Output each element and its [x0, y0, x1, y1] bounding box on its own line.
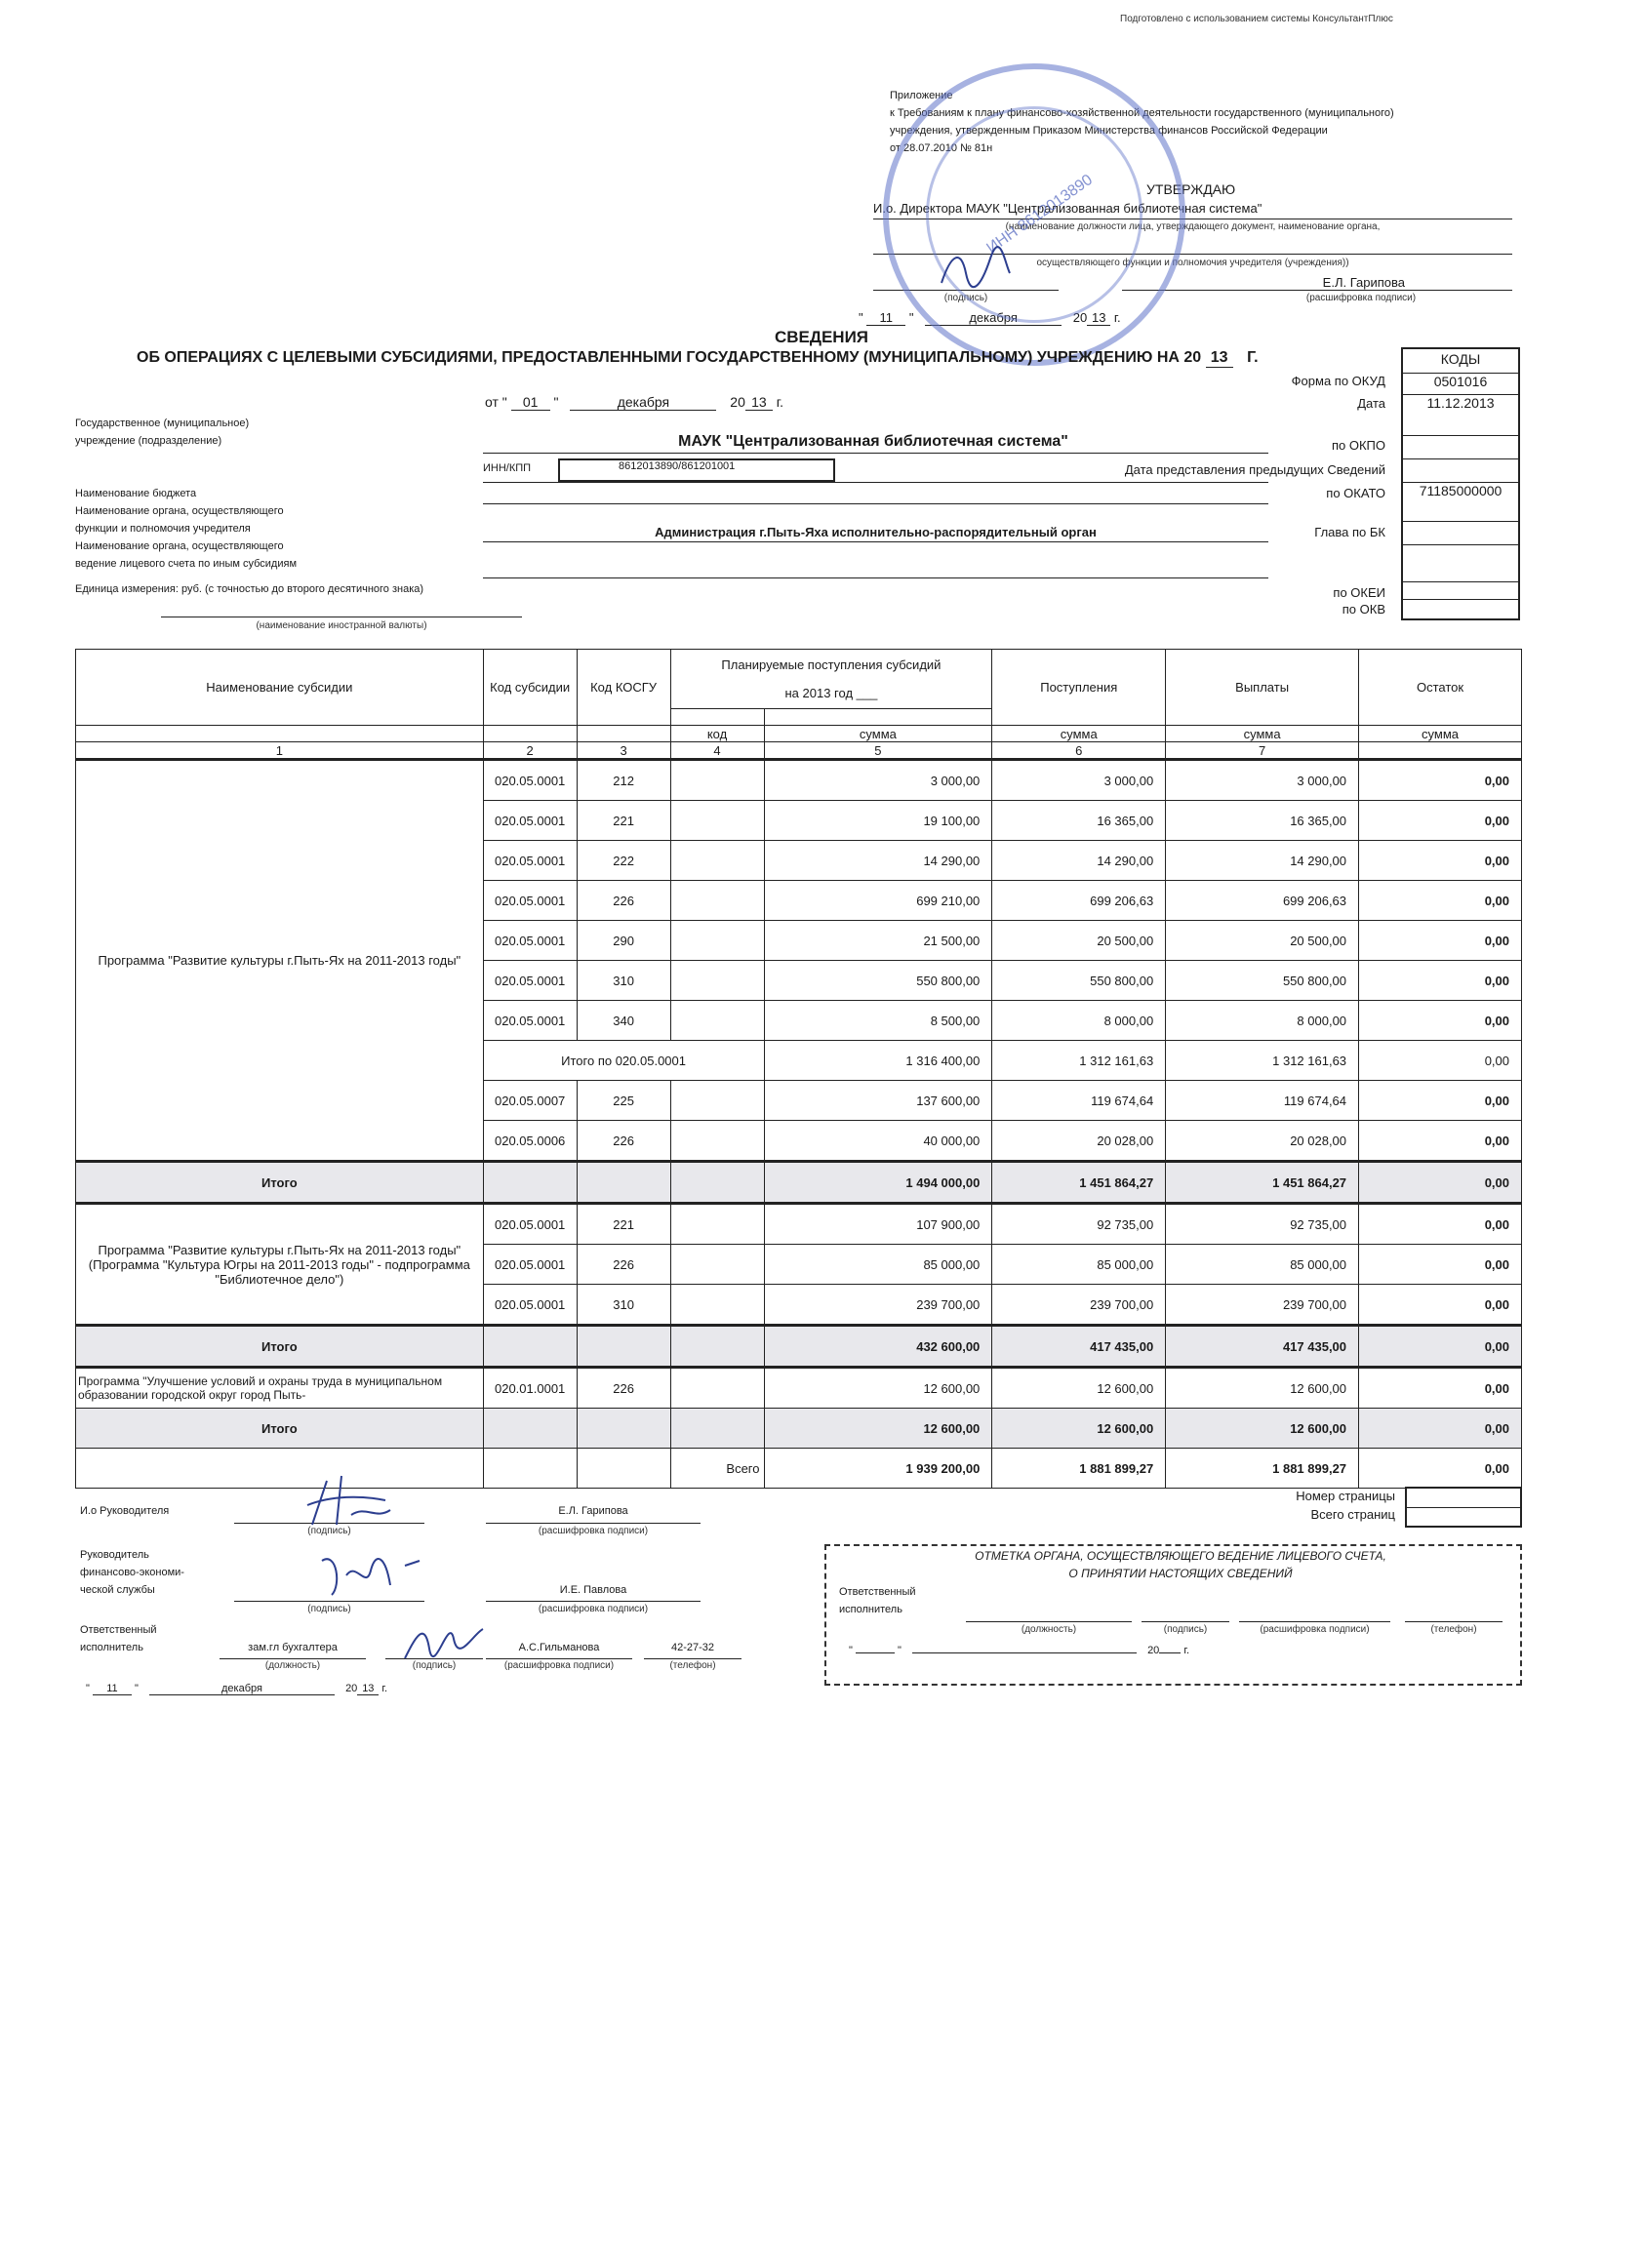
th-remainder: Остаток — [1359, 650, 1522, 726]
col-num-4: 4 — [670, 742, 764, 760]
prev-date-code — [1403, 458, 1518, 481]
inst-label-1: Государственное (муниципальное) — [75, 418, 250, 429]
inn-label: ИНН/КПП — [483, 462, 532, 474]
founder-name: Администрация г.Пыть-Яха исполнительно-распорядительный орган — [655, 525, 1097, 539]
account-label-1: Наименование органа, осуществляющего — [75, 540, 284, 552]
mark-date: " " 20 г. — [849, 1645, 1190, 1656]
inn-value: 8612013890/861201001 — [619, 460, 736, 472]
mark-exec-label-2: исполнитель — [839, 1604, 902, 1615]
total-row: Итого 12 600,00 12 600,00 12 600,00 0,00 — [76, 1409, 1522, 1449]
col-num-3: 3 — [577, 742, 670, 760]
budget-label: Наименование бюджета — [75, 488, 197, 499]
exec-sign-hint: (подпись) — [412, 1660, 457, 1671]
col-num-8 — [1359, 742, 1522, 760]
approver-position: И.о. Директора МАУК "Централизованная библиотечная система" — [873, 201, 1262, 216]
okei-label: по ОКЕИ — [1333, 585, 1385, 600]
date-code: 11.12.2013 — [1403, 394, 1518, 417]
exec-label-2: исполнитель — [80, 1642, 143, 1653]
table-row: 020.05.0006 226 40 000,00 20 028,00 20 028,00 0,00 — [76, 1121, 1522, 1162]
mark-hint-sign: (подпись) — [1163, 1624, 1208, 1635]
head-name: Е.Л. Гарипова — [558, 1505, 628, 1517]
fin-signature — [312, 1546, 429, 1605]
group2-name: Программа "Развитие культуры г.Пыть-Ях на 2011-2013 годы" (Программа "Культура Югры на 2011-2013 годы" - подпрограмма "Библиотечное дело") — [76, 1204, 484, 1326]
table-row: 020.05.0001 340 8 500,00 8 000,00 8 000,00 0,00 — [76, 1001, 1522, 1041]
table-row: 020.05.0001 226 85 000,00 85 000,00 85 000,00 0,00 — [76, 1245, 1522, 1285]
doc-subtitle: ОБ ОПЕРАЦИЯХ С ЦЕЛЕВЫМИ СУБСИДИЯМИ, ПРЕДОСТАВЛЕННЫМИ ГОСУДАРСТВЕННОМУ (МУНИЦИПАЛЬНОМУ) УЧРЕЖДЕНИЮ НА 20 13 Г. — [137, 349, 1259, 366]
total-row: Итого 432 600,00 417 435,00 417 435,00 0,00 — [76, 1326, 1522, 1368]
th-sub-sum-payments: сумма — [1166, 726, 1359, 742]
table-row: 020.05.0007 225 137 600,00 119 674,64 119 674,64 0,00 — [76, 1081, 1522, 1121]
okato-label: по ОКАТО — [1326, 486, 1385, 500]
mark-title-1: ОТМЕТКА ОРГАНА, ОСУЩЕСТВЛЯЮЩЕГО ВЕДЕНИЕ ЛИЦЕВОГО СЧЕТА, — [975, 1549, 1386, 1563]
subtotal-row: Итого по 020.05.0001 1 316 400,00 1 312 161,63 1 312 161,63 0,00 — [76, 1041, 1522, 1081]
group1-name: Программа "Развитие культуры г.Пыть-Ях на 2011-2013 годы" — [76, 760, 484, 1162]
inn-box — [558, 458, 835, 482]
th-code-kosgu: Код КОСГУ — [577, 650, 670, 726]
inst-label-2: учреждение (подразделение) — [75, 435, 222, 447]
exec-decode-hint: (расшифровка подписи) — [503, 1660, 615, 1671]
date-label: Дата — [1357, 396, 1385, 411]
position-hint-2: осуществляющего функции и полномочия учредителя (учреждения)) — [1036, 258, 1349, 268]
empty-code — [1403, 544, 1518, 582]
currency-hint: (наименование иностранной валюты) — [256, 620, 427, 631]
okv-label: по ОКВ — [1342, 602, 1385, 617]
account-label-2: ведение лицевого счета по иным субсидиям — [75, 558, 298, 570]
table-row: 020.05.0001 221 19 100,00 16 365,00 16 365,00 0,00 — [76, 801, 1522, 841]
glava-code — [1403, 521, 1518, 543]
table-row: 020.05.0001 226 699 210,00 699 206,63 699 206,63 0,00 — [76, 881, 1522, 921]
founder-label-1: Наименование органа, осуществляющего — [75, 505, 284, 517]
footer-date: " 11 " декабря 20 13 г. — [86, 1683, 388, 1694]
subsidy-table — [75, 649, 1522, 1489]
col-num-6: 6 — [992, 742, 1166, 760]
fin-name: И.Е. Павлова — [559, 1584, 627, 1596]
fin-decode-hint: (расшифровка подписи) — [538, 1604, 649, 1614]
fin-label-2: финансово-экономи- — [80, 1567, 184, 1578]
mark-hint-decode: (расшифровка подписи) — [1260, 1624, 1370, 1635]
organization-stamp: ИНН 8612013890 — [883, 63, 1185, 366]
th-sub-sum-receipts: сумма — [992, 726, 1166, 742]
group3-name: Программа "Улучшение условий и охраны труда в муниципальном образовании городской округ город Пыть- — [76, 1368, 484, 1409]
okud-code: 0501016 — [1403, 373, 1518, 395]
th-receipts: Поступления — [992, 650, 1166, 726]
page-num-label: Номер страницы — [1296, 1489, 1395, 1503]
table-row: Программа "Развитие культуры г.Пыть-Ях на 2011-2013 годы" (Программа "Культура Югры на 2011-2013 годы" - подпрограмма "Библиотечное дело") 020.05.0001 221 107 900,00 92 735,00 92 735,00 0,00 — [76, 1204, 1522, 1245]
appendix-line-2: к Требованиям к плану финансово-хозяйственной деятельности государственного (муниципального) — [890, 107, 1394, 119]
mark-hint-phone: (телефон) — [1430, 1624, 1477, 1635]
table-row: 020.05.0001 222 14 290,00 14 290,00 14 290,00 0,00 — [76, 841, 1522, 881]
okv-code — [1403, 599, 1518, 617]
mark-title-2: О ПРИНЯТИИ НАСТОЯЩИХ СВЕДЕНИЙ — [1068, 1567, 1293, 1580]
page-number-box — [1405, 1487, 1522, 1528]
exec-label-1: Ответственный — [80, 1624, 157, 1636]
col-num-5: 5 — [764, 742, 992, 760]
head-label: И.о Руководителя — [80, 1505, 170, 1517]
okud-label: Форма по ОКУД — [1291, 374, 1385, 388]
col-num-7: 7 — [1166, 742, 1359, 760]
doc-date: от " 01 " декабря 20 13 г. — [485, 394, 784, 410]
fin-label-1: Руководитель — [80, 1549, 149, 1561]
unit-label: Единица измерения: руб. (с точностью до второго десятичного знака) — [75, 583, 424, 595]
codes-header: КОДЫ — [1440, 351, 1481, 367]
head-sign-hint: (подпись) — [307, 1526, 351, 1536]
appendix-line-3: учреждения, утвержденным Приказом Министерства финансов Российской Федерации — [890, 125, 1328, 137]
institution-name: МАУК "Централизованная библиотечная система" — [678, 433, 1068, 450]
total-row: Итого 1 494 000,00 1 451 864,27 1 451 864,27 0,00 — [76, 1162, 1522, 1204]
th-sub-sum-remainder: сумма — [1359, 726, 1522, 742]
approver-signature — [937, 244, 1015, 293]
table-row: 020.05.0001 290 21 500,00 20 500,00 20 500,00 0,00 — [76, 921, 1522, 961]
exec-position: зам.гл бухгалтера — [248, 1642, 338, 1653]
th-payments: Выплаты — [1166, 650, 1359, 726]
approve-label: УТВЕРЖДАЮ — [1146, 181, 1236, 197]
table-row: Программа "Развитие культуры г.Пыть-Ях на 2011-2013 годы" 020.05.0001 212 3 000,00 3 000,00 3 000,00 0,00 — [76, 760, 1522, 801]
table-row: Программа "Улучшение условий и охраны труда в муниципальном образовании городской округ город Пыть- 020.01.0001 226 12 600,00 12 600,00 12 600,00 0,00 — [76, 1368, 1522, 1409]
col-num-2: 2 — [483, 742, 577, 760]
exec-position-hint: (должность) — [264, 1660, 321, 1671]
approver-decode-hint: (расшифровка подписи) — [1305, 293, 1417, 303]
treasury-mark-box — [824, 1544, 1522, 1686]
prev-date-label: Дата представления предыдущих Сведений — [1124, 462, 1385, 477]
col-num-1: 1 — [76, 742, 484, 760]
approver-name: Е.Л. Гарипова — [1322, 275, 1405, 290]
table-row: 020.05.0001 310 239 700,00 239 700,00 239 700,00 0,00 — [76, 1285, 1522, 1326]
th-planned: Планируемые поступления субсидий на 2013 год ___ — [670, 650, 992, 709]
mark-hint-position: (должность) — [1021, 1624, 1077, 1635]
grand-total-row: Всего 1 939 200,00 1 881 899,27 1 881 899,27 0,00 — [76, 1449, 1522, 1489]
okpo-code — [1403, 435, 1518, 458]
glava-label: Глава по БК — [1314, 525, 1385, 539]
th-name: Наименование субсидии — [76, 650, 484, 726]
approver-sign-hint: (подпись) — [943, 293, 988, 303]
fin-sign-hint: (подпись) — [307, 1604, 351, 1614]
consultant-note: Подготовлено с использованием системы КонсультантПлюс — [1120, 14, 1393, 24]
approval-date: " 11 " декабря 20 13 г. — [859, 310, 1121, 325]
th-code-subsidy: Код субсидии — [483, 650, 577, 726]
th-sub-code: код — [670, 726, 764, 742]
okei-code — [1403, 581, 1518, 600]
table-row: 020.05.0001 310 550 800,00 550 800,00 550 800,00 0,00 — [76, 961, 1522, 1001]
th-sub-sum-plan: сумма — [764, 726, 992, 742]
position-hint-1: (наименование должности лица, утверждающего документ, наименование органа, — [1005, 221, 1381, 232]
fin-label-3: ческой службы — [80, 1584, 155, 1596]
head-decode-hint: (расшифровка подписи) — [538, 1526, 649, 1536]
mark-exec-label-1: Ответственный — [839, 1586, 916, 1598]
okato-code: 71185000000 — [1403, 482, 1518, 504]
exec-phone: 42-27-32 — [670, 1642, 715, 1653]
appendix-line-4: от 28.07.2010 № 81н — [890, 142, 993, 154]
exec-name: А.С.Гильманова — [518, 1642, 600, 1653]
founder-label-2: функции и полномочия учредителя — [75, 523, 251, 535]
doc-title: СВЕДЕНИЯ — [774, 328, 869, 346]
codes-box — [1401, 347, 1520, 620]
okpo-label: по ОКПО — [1331, 438, 1385, 453]
page-total-label: Всего страниц — [1310, 1507, 1395, 1522]
appendix-line-1: Приложение — [890, 90, 953, 101]
exec-signature — [395, 1610, 488, 1663]
exec-phone-hint: (телефон) — [669, 1660, 716, 1671]
